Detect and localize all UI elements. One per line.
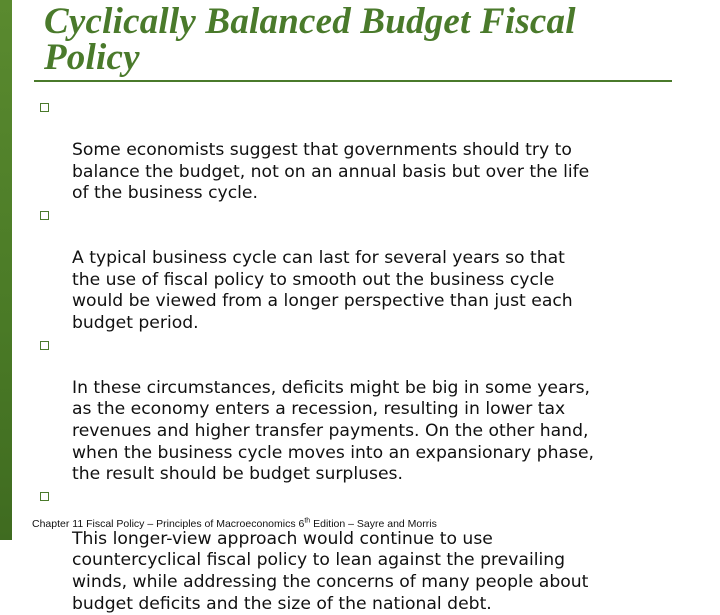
slide-title: Cyclically Balanced Budget Fiscal Policy	[44, 1, 576, 78]
footer-superscript: th	[304, 517, 311, 525]
bullet-text: Some economists suggest that governments should try to balance the budget, not on an annual basis but over the life of the business cycle.	[72, 140, 590, 204]
bullet-item	[40, 486, 680, 615]
footer-suffix: Edition – Sayre and Morris	[310, 518, 437, 530]
bullet-item	[40, 97, 680, 205]
hollow-square-icon	[40, 341, 49, 350]
bullet-text: In these circumstances, deficits might be big in some years, as the economy enters a recession, resulting in lower tax revenues and higher transfer payments. On the other hand, when the business cycle moves into an expansionary phase, the result should be budget surpluses.	[72, 377, 594, 485]
bullet-text: A typical business cycle can last for several years so that the use of fiscal policy to smooth out the business cycle would be viewed from a longer perspective than just each budget period.	[72, 248, 573, 333]
slide-footer	[32, 518, 437, 530]
footer-prefix: Chapter 11 Fiscal Policy – Principles of Macroeconomics 6	[32, 518, 305, 530]
left-accent-bar	[0, 0, 12, 540]
bullet-item	[40, 205, 680, 335]
hollow-square-icon	[40, 211, 49, 220]
bullet-list	[40, 97, 680, 615]
hollow-square-icon	[40, 492, 49, 501]
bullet-item	[40, 335, 680, 486]
bullet-text: This longer-view approach would continue to use countercyclical fiscal policy to lean against the prevailing winds, while addressing the concerns of many people about budget deficits and the size of the national debt.	[72, 528, 589, 614]
hollow-square-icon	[40, 103, 49, 112]
title-underline-divider	[34, 80, 672, 82]
